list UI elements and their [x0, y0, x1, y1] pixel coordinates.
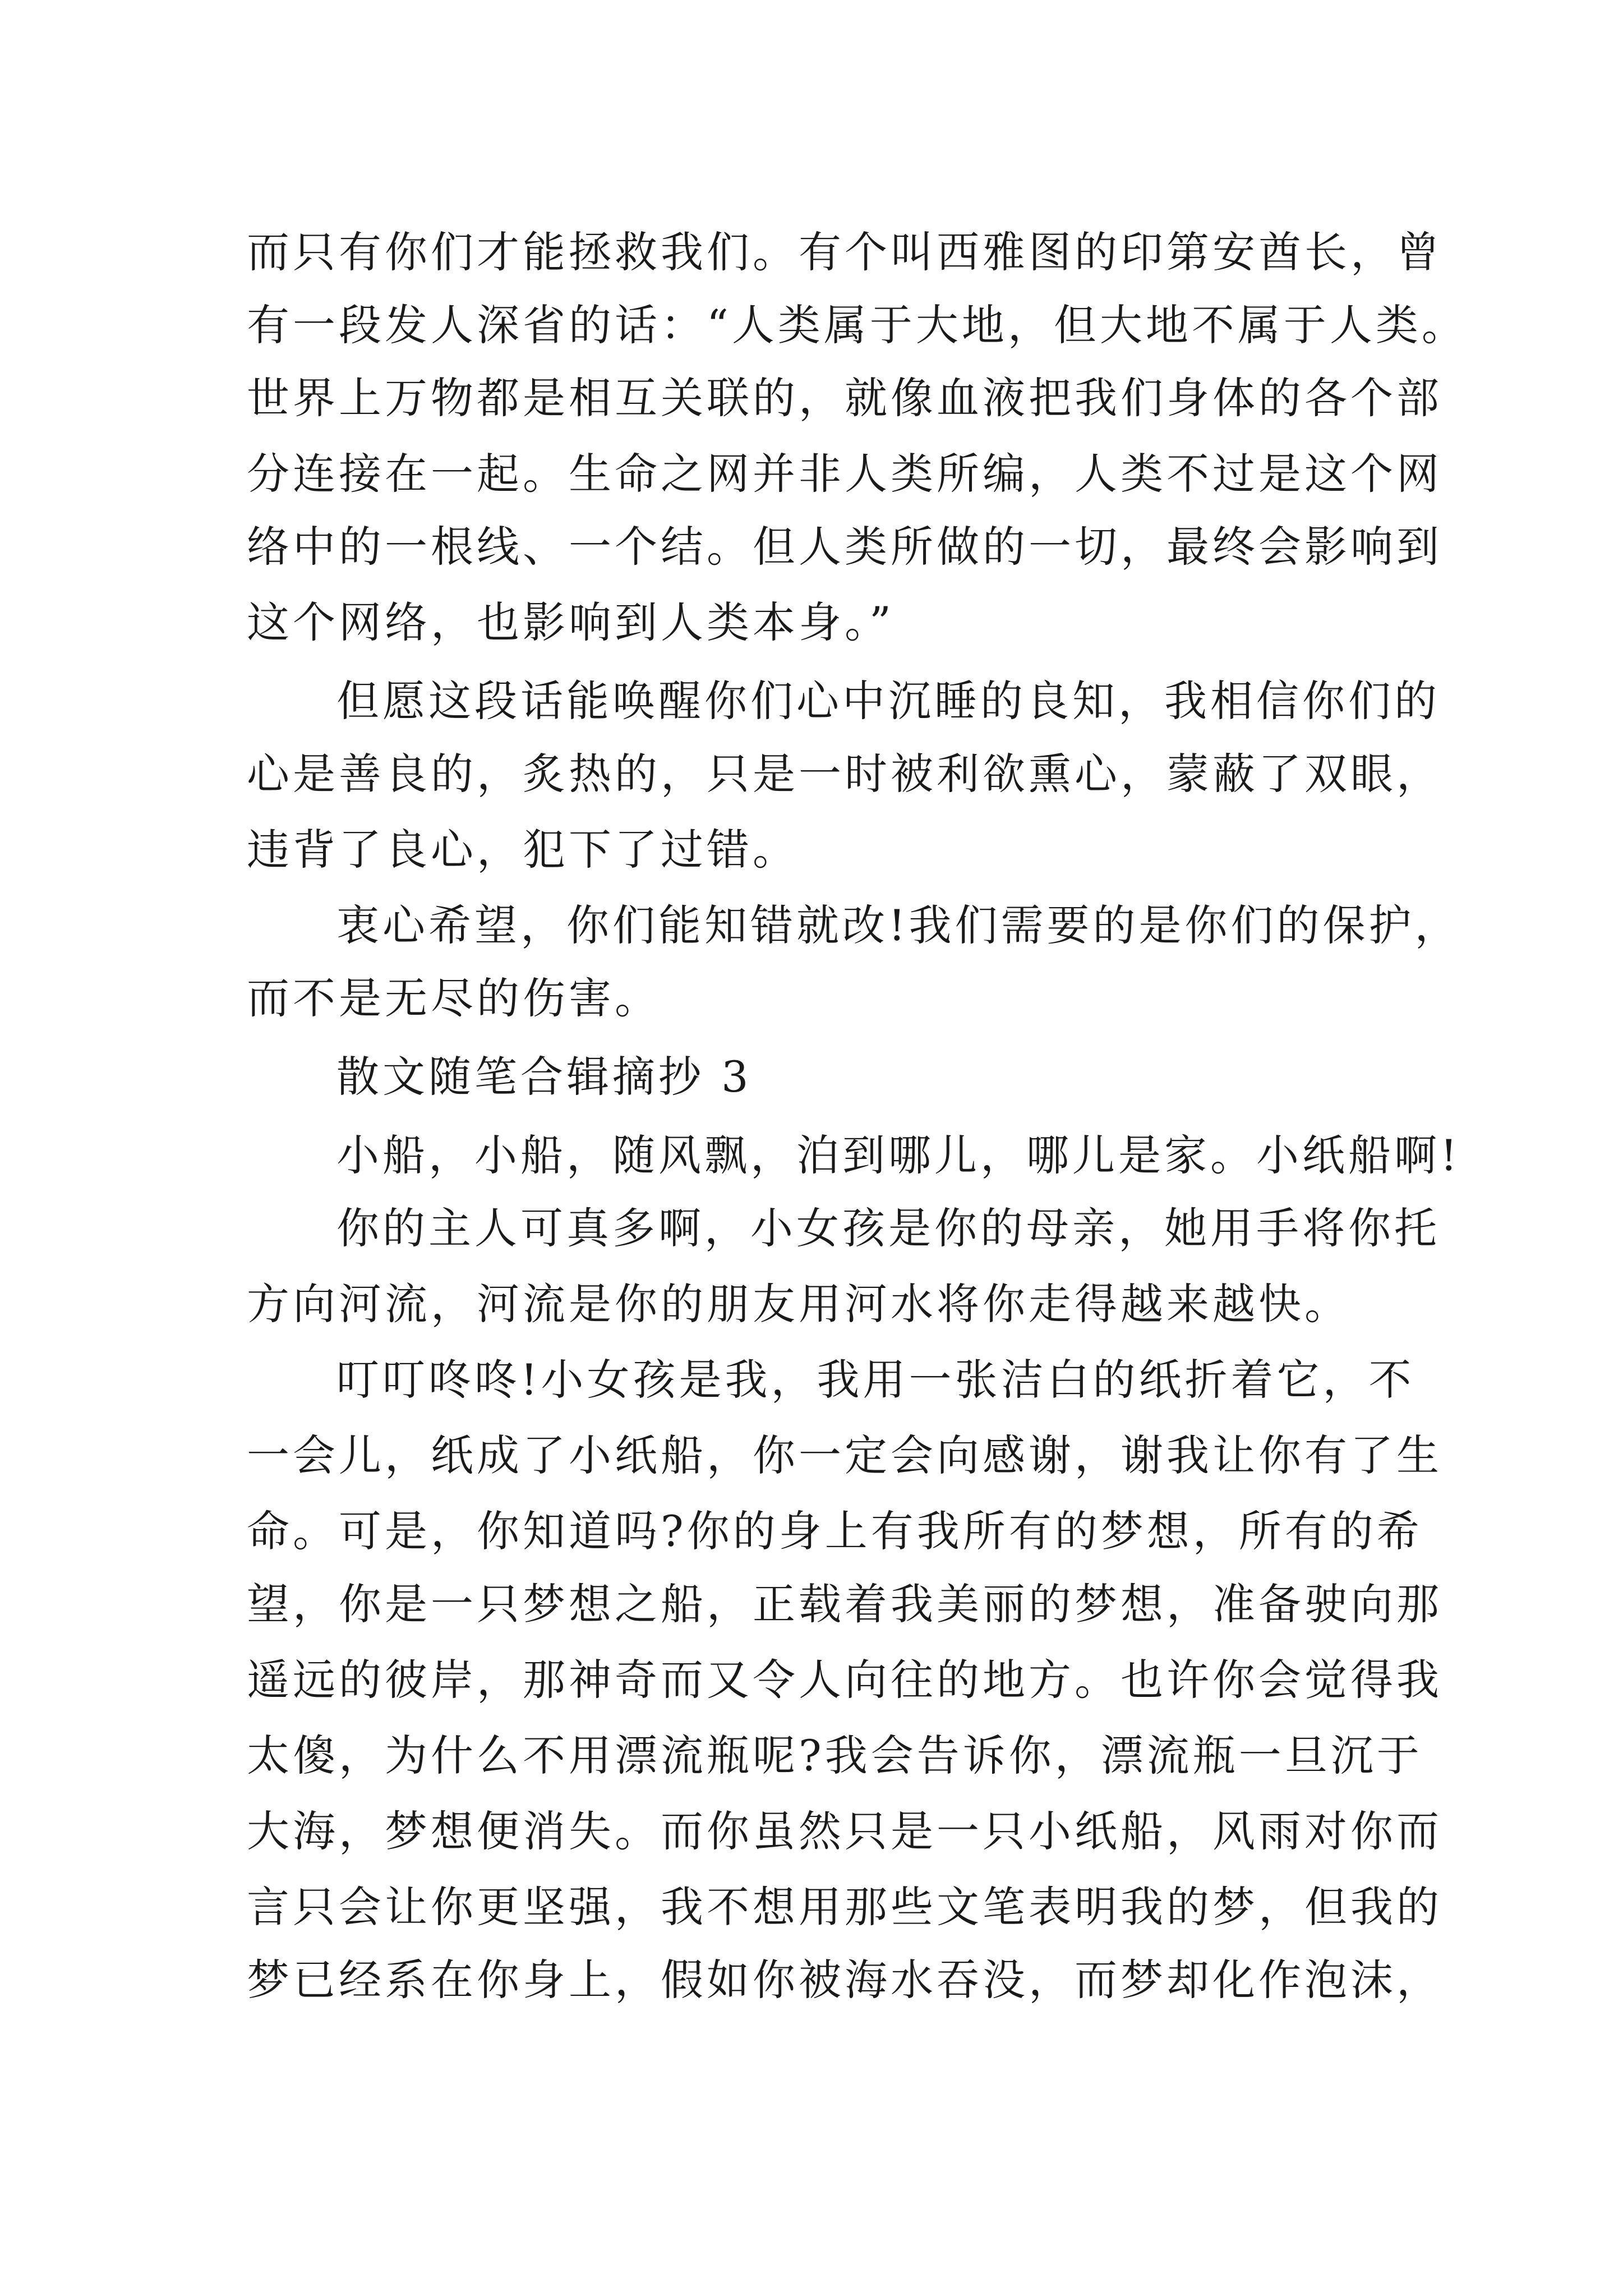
paragraph-line: 有一段发人深省的话：“人类属于大地，但大地不属于人类。	[247, 300, 1468, 350]
paragraph-line: 望，你是一只梦想之船，正载着我美丽的梦想，准备驶向那	[247, 1579, 1442, 1629]
paragraph-line: 太傻，为什么不用漂流瓶呢?我会告诉你，漂流瓶一旦沉于	[247, 1731, 1423, 1780]
paragraph-line: 分连接在一起。生命之网并非人类所编，人类不过是这个网	[247, 449, 1442, 499]
paragraph-line: 违背了良心，犯下了过错。	[247, 825, 799, 875]
paragraph-line: 心是善良的，炙热的，只是一时被利欲熏心，蒙蔽了双眼，	[247, 749, 1442, 799]
paragraph-line: 大海，梦想便消失。而你虽然只是一只小纸船，风雨对你而	[247, 1806, 1442, 1856]
paragraph-line: 一会儿，纸成了小纸船，你一定会向感谢，谢我让你有了生	[247, 1430, 1442, 1480]
paragraph-line: 言只会让你更坚强，我不想用那些文笔表明我的梦，但我的	[247, 1882, 1442, 1932]
paragraph-line: 遥远的彼岸，那神奇而又令人向往的地方。也许你会觉得我	[247, 1655, 1442, 1705]
paragraph-line: 小船，小船，随风飘，泊到哪儿，哪儿是家。小纸船啊!	[336, 1130, 1461, 1180]
paragraph-line: 这个网络，也影响到人类本身。”	[247, 597, 895, 647]
paragraph-line: 衷心希望，你们能知错就改!我们需要的是你们的保护，	[336, 900, 1461, 950]
paragraph-line: 但愿这段话能唤醒你们心中沉睡的良知，我相信你们的	[336, 676, 1440, 726]
paragraph-line: 络中的一根线、一个结。但人类所做的一切，最终会影响到	[247, 522, 1442, 572]
paragraph-line: 命。可是，你知道吗?你的身上有我所有的梦想，所有的希	[247, 1506, 1423, 1556]
paragraph-line: 世界上万物都是相互关联的，就像血液把我们身体的各个部	[247, 373, 1442, 423]
paragraph-line: 你的主人可真多啊，小女孩是你的母亲，她用手将你托	[336, 1203, 1440, 1253]
paragraph-line: 而不是无尽的伤害。	[247, 973, 661, 1023]
section-heading: 散文随笔合辑摘抄 3	[336, 1052, 752, 1102]
paragraph-line: 叮叮咚咚!小女孩是我，我用一张洁白的纸折着它，不	[336, 1355, 1415, 1405]
paragraph-line: 而只有你们才能拯救我们。有个叫西雅图的印第安酋长，曾	[247, 227, 1442, 277]
paragraph-line: 方向河流，河流是你的朋友用河水将你走得越来越快。	[247, 1279, 1350, 1329]
paragraph-line: 梦已经系在你身上，假如你被海水吞没，而梦却化作泡沫，	[247, 1955, 1442, 2005]
